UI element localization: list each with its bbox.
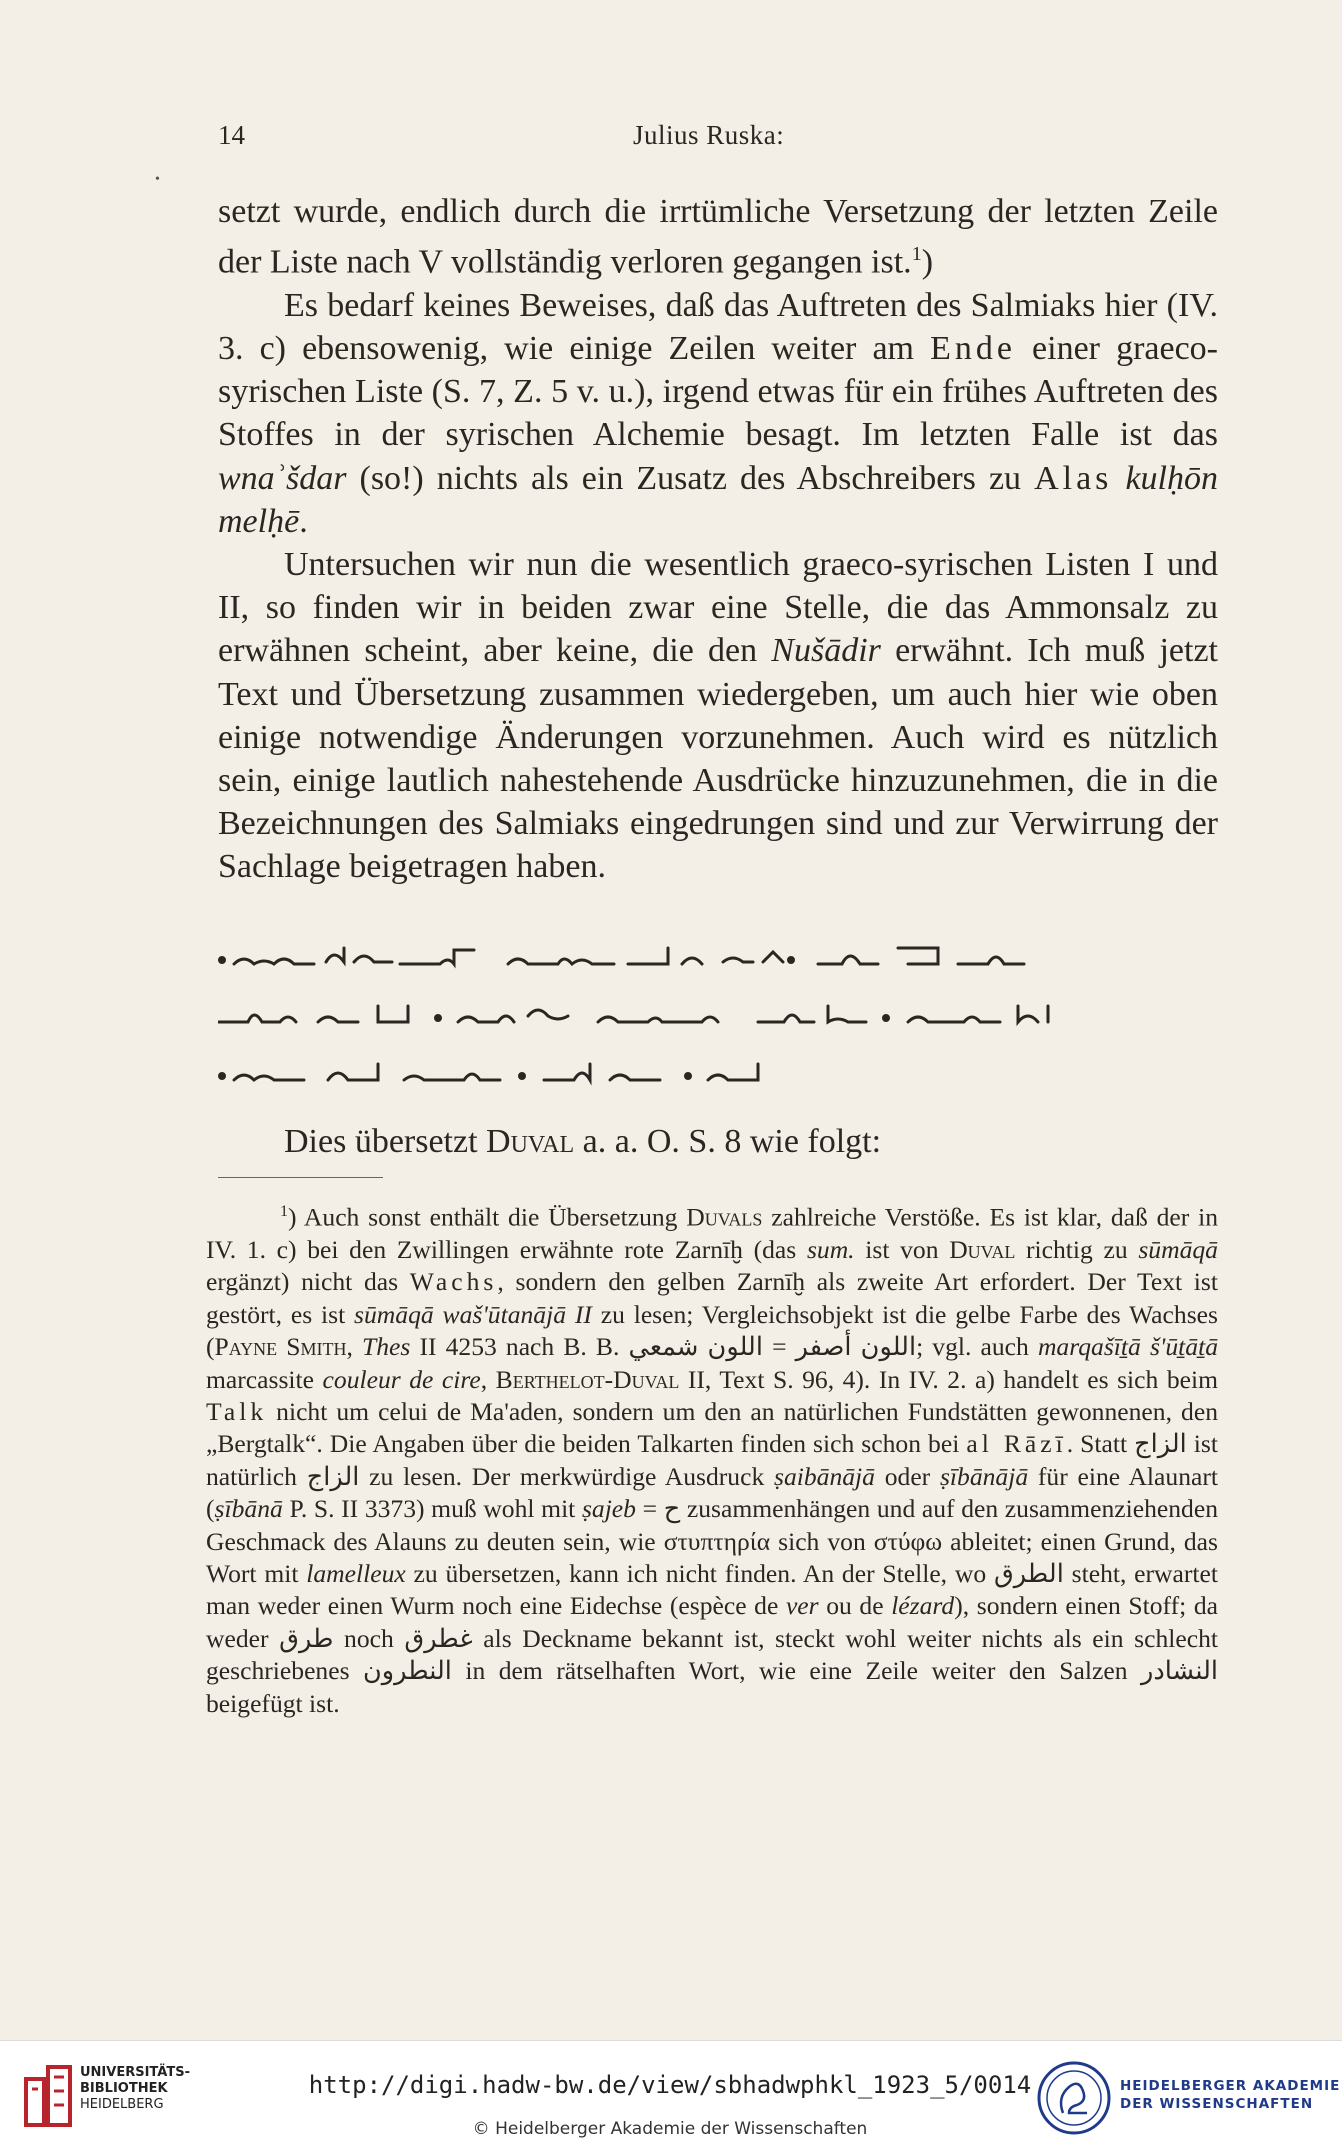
footnote-rule: [218, 1177, 383, 1178]
footnote-text-run: النطرون: [363, 1656, 452, 1686]
footnote-text-run: =: [635, 1494, 664, 1524]
text-run: a. a. O. S. 8 wie folgt:: [574, 1123, 882, 1160]
footnote-block: [206, 1196, 1218, 1720]
paragraph-3: [218, 543, 1218, 889]
footnote-text-run: steht, erwartet man weder einen Wurm noch eine Eidechse (espèce de: [206, 1559, 1218, 1621]
spaced-term: Ende: [930, 329, 1016, 367]
spaced-term: Alas: [1034, 459, 1113, 497]
footnote-text-run: Duvals: [686, 1202, 763, 1232]
footnote-text-run: ; vgl. auch: [916, 1332, 1038, 1362]
footnote-text-run: zahlreiche Verstöße. Es ist klar, daß der in IV. 1. c) bei den Zwillingen erwähnte rote Zarnīḫ (das: [206, 1202, 1218, 1264]
footnote-text-run: al Rāzī: [966, 1429, 1067, 1459]
footnote-text-run: ṣajeb: [581, 1494, 636, 1524]
text-run: Es bedarf keines Beweises, daß das Auftreten des Salmiaks hier (IV. 3. c) ebensowenig, wie einige Zeilen weiter am: [218, 286, 1218, 367]
footnote-text-run: nicht um celui de Ma'aden, sondern um den an natürlichen Fundstätten gewonnenen, den „Bergtalk“. Die Angaben über die beiden Talkarten finden sich schon bei: [206, 1396, 1218, 1459]
footnote-text-run: sum.: [806, 1234, 855, 1264]
viewer-footer: [0, 2040, 1342, 2151]
footnote-1: [206, 1196, 1218, 1720]
italic-term: kulḥōn melḥē: [218, 459, 1219, 540]
footnote-text-run: اللون: [860, 1332, 917, 1362]
footnote-text-run: . Statt: [1066, 1429, 1135, 1459]
library-name-line: BIBLIOTHEK: [80, 2081, 168, 2096]
library-name-line: UNIVERSITÄTS-: [80, 2065, 190, 2080]
footnote-text-run: ), sondern einen Stoff; da weder: [206, 1591, 1219, 1653]
footnote-text-run: ح: [663, 1494, 681, 1524]
syriac-line-3: [218, 1052, 1218, 1092]
footnote-text-run: ou de: [818, 1591, 892, 1621]
copyright-notice: © Heidelberger Akademie der Wissenschaften: [472, 2119, 868, 2139]
footnote-text-run: marqašīṯā: [1037, 1332, 1141, 1362]
italic-term: wnaʾšdar: [218, 459, 347, 497]
text-run: .: [299, 502, 308, 540]
text-run: [1112, 460, 1125, 497]
footnote-text-run: lamelleux: [306, 1559, 406, 1588]
syriac-line-1: [218, 936, 1218, 976]
footnote-text-run: ist von: [854, 1234, 950, 1264]
footnote-text-run: II, Text S. 96, 4). In IV. 2. a) handelt es sich beim: [679, 1364, 1218, 1394]
footnote-text-run: , sondern den gelben Zarnīḫ als zweite Art erfordert. Der Text ist gestört, es ist: [206, 1267, 1218, 1329]
author-name: Duval: [486, 1123, 575, 1160]
footnote-text-run: [1141, 1332, 1150, 1361]
footnote-text-run: zusammenhängen und auf den zusammenziehenden Geschmack des Alauns zu deuten sein, wie στυπτηρία sich von στύφω ableitet; einen Grund, das Wort mit: [206, 1494, 1218, 1588]
footnote-text-run: ṣaibānājā: [774, 1461, 875, 1491]
footnote-text-run: النشادر: [1140, 1656, 1218, 1686]
academy-seal-icon: [1035, 2059, 1113, 2137]
footnote-text-run: ist natürlich: [206, 1429, 1218, 1491]
footnote-text-run: oder: [874, 1461, 940, 1491]
footnote-text-run: Talk: [206, 1396, 268, 1426]
footnote-text-run: Duval: [949, 1234, 1016, 1264]
academy-name: [1120, 2077, 1340, 2113]
text-run: setzt wurde, endlich durch die irrtümliche Versetzung der letzten Zeile der Liste nach V vollständig verloren gegangen ist.: [218, 193, 1218, 281]
text-run: Untersuchen wir nun die wesentlich graeco-syrischen Listen I und II, so finden wir in beiden zwar eine Stelle, die das Ammonsalz zu erwähnen scheint, aber keine, die den: [218, 545, 1218, 670]
italic-term: Nušādir: [771, 632, 881, 670]
footnote-text-run: الزاج: [306, 1461, 360, 1491]
footnote-text-run: als Deckname bekannt ist, steckt wohl weiter nichts als ein schlecht geschriebenes: [206, 1623, 1219, 1686]
syriac-line-2: [218, 994, 1218, 1034]
footnote-text-run: شمعي: [628, 1332, 699, 1362]
footnote-text-run: طرق: [279, 1623, 334, 1653]
footnote-text-run: Payne Smith: [214, 1332, 347, 1362]
library-name-line: HEIDELBERG: [80, 2097, 164, 2112]
library-name: [80, 2065, 190, 2113]
text-run: erwähnt. Ich muß jetzt Text und Übersetzung zusammen wiedergeben, um auch hier wie oben einige notwendige Änderungen vorzunehmen. Auch wird es nützlich sein, einige lautlich nahestehende Ausdrücke hinzuzunehmen, die in die Bezeichnungen des Salmiaks eingedrungen sind und zur Verwirrung der Sachlage beigetragen haben.: [218, 632, 1218, 886]
footnote-text-run: für eine Alaunart (: [206, 1461, 1218, 1524]
footnote-text-run: ,: [480, 1364, 496, 1394]
paragraph-1: [218, 190, 1218, 284]
footnote-text-run: sūmāqā waš'ūtanājā II: [354, 1299, 592, 1329]
library-logo-icon: [18, 2061, 78, 2131]
footnote-text-run: zu lesen. Der merkwürdige Ausdruck: [359, 1461, 774, 1491]
page-header: [218, 120, 1218, 160]
footnote-text-run: [698, 1332, 707, 1361]
footnote-text-run: Thes: [361, 1332, 411, 1362]
syriac-text-block: [218, 936, 1218, 984]
footnote-text-run: ergänzt) nicht das: [206, 1267, 410, 1297]
footnote-text-run: غطرق: [404, 1623, 473, 1653]
footnote-text-run: zu übersetzen, kann ich nicht finden. An der Stelle, wo: [405, 1559, 994, 1588]
footnote-text-run: sūmāqā: [1138, 1234, 1218, 1264]
footnote-text-run: ) Auch sonst enthält die Übersetzung: [288, 1202, 687, 1232]
footnote-text-run: أصفر: [795, 1332, 852, 1362]
scan-mark: •: [155, 172, 160, 187]
footnote-text-run: اللون: [707, 1332, 763, 1362]
footnote-text-run: in dem rätselhaften Wort, wie eine Zeile weiter den Salzen: [451, 1656, 1141, 1686]
footnote-text-run: Berthelot-Duval: [495, 1364, 680, 1394]
academy-name-line: HEIDELBERGER AKADEMIE: [1120, 2078, 1341, 2094]
footnote-text-run: الطرق: [993, 1559, 1064, 1588]
text-run: Dies übersetzt: [284, 1123, 487, 1160]
footnote-text-run: marcassite: [206, 1364, 323, 1394]
footnote-text-run: ṣībānā: [214, 1494, 283, 1524]
footnote-text-run: beigefügt ist.: [206, 1688, 340, 1718]
footnote-text-run: lézard: [891, 1591, 955, 1621]
academy-name-line: DER WISSENSCHAFTEN: [1120, 2096, 1314, 2112]
running-head: Julius Ruska:: [633, 120, 785, 150]
footnote-text-run: =: [762, 1332, 796, 1362]
footnote-ref: 1: [911, 243, 922, 266]
paragraph-4: [218, 1120, 1218, 1163]
translation-intro: [218, 1120, 1218, 1163]
text-run: (so!) nichts als ein Zusatz des Abschreibers zu: [346, 459, 1035, 497]
footnote-text-run: الزاج: [1134, 1429, 1187, 1459]
footnote-text-run: P. S. II 3373) muß wohl mit: [282, 1494, 582, 1524]
footnote-text-run: zu lesen; Vergleichsobjekt ist die gelbe Farbe des Wachses (: [206, 1299, 1218, 1362]
footnote-text-run: II 4253 nach B. B.: [410, 1332, 629, 1362]
footnote-text-run: couleur de cire: [322, 1364, 481, 1394]
footnote-text-run: noch: [333, 1623, 405, 1653]
page-number: 14: [218, 120, 245, 150]
paragraph-2: [218, 284, 1218, 543]
footnote-text-run: š'ūṯāṯā: [1149, 1332, 1218, 1362]
footnote-text-run: richtig zu: [1015, 1234, 1139, 1264]
footnote-text-run: ver: [785, 1591, 819, 1621]
footnote-text-run: ,: [346, 1332, 362, 1362]
footnote-text-run: ṣībānājā: [939, 1461, 1029, 1491]
footnote-text-run: [852, 1332, 861, 1361]
footnote-text-run: Wachs: [409, 1267, 498, 1297]
text-run: einer graeco-syrischen Liste (S. 7, Z. 5 v. u.), irgend etwas für ein frühes Auftreten des Stoffes in der syrischen Alchemie besagt. Im letzten Falle ist das: [218, 329, 1218, 454]
footnote-marker: 1: [280, 1203, 288, 1220]
text-run: ): [921, 243, 934, 281]
permalink[interactable]: http://digi.hadw-bw.de/view/sbhadwphkl_1923_5/0014: [308, 2071, 1032, 2099]
main-text: [218, 190, 1218, 889]
